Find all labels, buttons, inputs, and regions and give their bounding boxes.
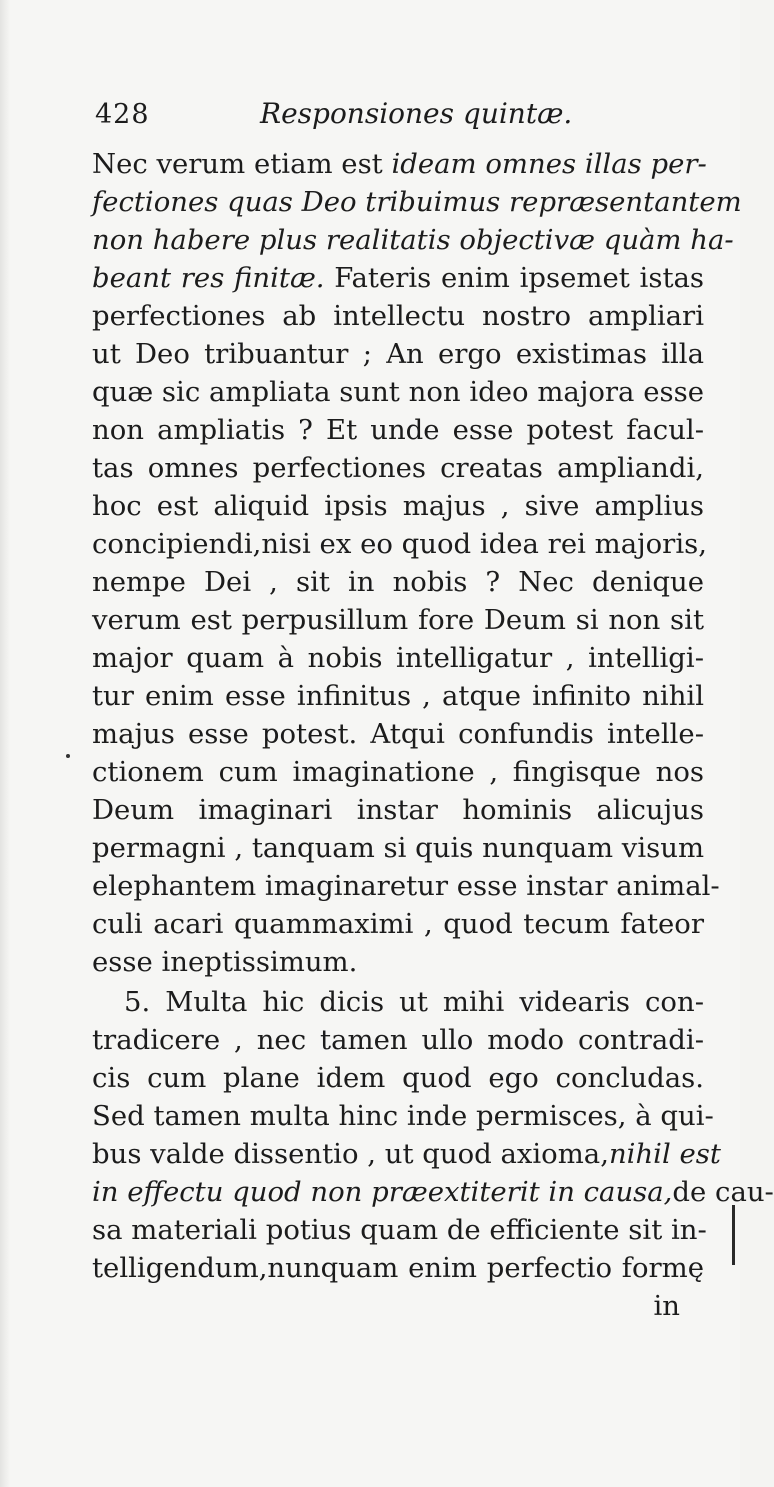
roman-text: esse ineptissimum. (92, 946, 358, 978)
roman-text: non ampliatis ? Et unde esse potest facul- (92, 414, 704, 446)
text-line (92, 335, 704, 373)
text-line (92, 1097, 714, 1135)
text-line (92, 601, 704, 639)
text-line (92, 791, 704, 829)
text-line (92, 753, 704, 791)
roman-text: bus valde dissentio , ut quod axioma, (92, 1138, 609, 1170)
text-line (92, 1135, 721, 1173)
roman-text: ctionem cum imaginatione , fingisque nos (92, 756, 704, 788)
roman-text: culi acari quammaximi , quod tecum fateor (92, 908, 704, 940)
roman-text: permagni , tanquam si quis nunquam visum (92, 832, 705, 864)
roman-text: majus esse potest. Atqui confundis intelle- (92, 718, 704, 750)
roman-text: quæ sic ampliata sunt non ideo majora esse (92, 376, 704, 408)
roman-text: Nec verum etiam est (92, 148, 392, 180)
text-line (92, 1173, 774, 1211)
roman-text: sa materiali potius quam de efficiente sit in- (92, 1214, 707, 1246)
text-line (92, 183, 742, 221)
text-line (92, 487, 704, 525)
text-line (92, 1059, 704, 1097)
text-line (92, 1211, 707, 1249)
text-line (92, 525, 707, 563)
roman-text: Sed tamen multa hinc inde permisces, à qui- (92, 1100, 714, 1132)
roman-text: concipiendi,nisi ex eo quod idea rei majoris, (92, 528, 707, 560)
text-line (92, 715, 704, 753)
text-line (92, 639, 704, 677)
roman-text: in (653, 1290, 680, 1322)
roman-text: cis cum plane idem quod ego concludas. (92, 1062, 704, 1094)
italic-text: beant res finitæ. (92, 262, 325, 294)
catchword (92, 1287, 704, 1325)
italic-text: non habere plus realitatis objectivæ quàm ha- (92, 224, 734, 256)
italic-text: ideam omnes illas per- (391, 148, 707, 180)
text-line (92, 1021, 704, 1059)
roman-text: telligendum,nunquam enim perfectio formę (92, 1252, 704, 1284)
text-line (92, 983, 704, 1021)
text-line (92, 677, 704, 715)
text-line (92, 867, 720, 905)
roman-text: tas omnes perfectiones creatas ampliandi, (92, 452, 704, 484)
italic-text: fectiones quas Deo tribuimus repræsentantem (92, 186, 742, 218)
text-line (92, 411, 704, 449)
running-title: Responsiones quintæ. (260, 97, 573, 130)
roman-text: perfectiones ab intellectu nostro ampliari (92, 300, 704, 332)
body-text (92, 145, 774, 1325)
margin-mark (732, 1205, 735, 1265)
italic-text: in effectu quod non præextiterit in causa, (92, 1176, 673, 1208)
text-line (92, 905, 704, 943)
roman-text: major quam à nobis intelligatur , intelligi- (92, 642, 704, 674)
roman-text: elephantem imaginaretur esse instar animal- (92, 870, 720, 902)
text-line (92, 563, 704, 601)
text-line (92, 297, 704, 335)
roman-text: verum est perpusillum fore Deum si non sit (92, 604, 704, 636)
ink-speck (66, 754, 70, 758)
text-line (92, 829, 704, 867)
roman-text: de cau- (672, 1176, 774, 1208)
text-line (92, 259, 704, 297)
roman-text: hoc est aliquid ipsis majus , sive amplius (92, 490, 704, 522)
roman-text: nempe Dei , sit in nobis ? Nec denique (92, 566, 704, 598)
roman-text: Deum imaginari instar hominis alicujus (92, 794, 704, 826)
text-line (92, 145, 707, 183)
roman-text: tur enim esse infinitus , atque infinito nihil (92, 680, 704, 712)
text-line (92, 221, 734, 259)
italic-text: nihil est (608, 1138, 721, 1170)
page-header (95, 95, 695, 145)
roman-text: tradicere , nec tamen ullo modo contradi- (92, 1024, 704, 1056)
text-line (92, 943, 704, 981)
page-number: 428 (95, 99, 150, 130)
roman-text: Fateris enim ipsemet istas (324, 262, 705, 294)
text-line (92, 1249, 704, 1287)
roman-text: 5. Multa hic dicis ut mihi videaris con- (124, 986, 704, 1018)
text-line (92, 373, 704, 411)
page-gutter-shadow (0, 0, 10, 1487)
text-line (92, 449, 704, 487)
roman-text: ut Deo tribuantur ; An ergo existimas illa (92, 338, 704, 370)
